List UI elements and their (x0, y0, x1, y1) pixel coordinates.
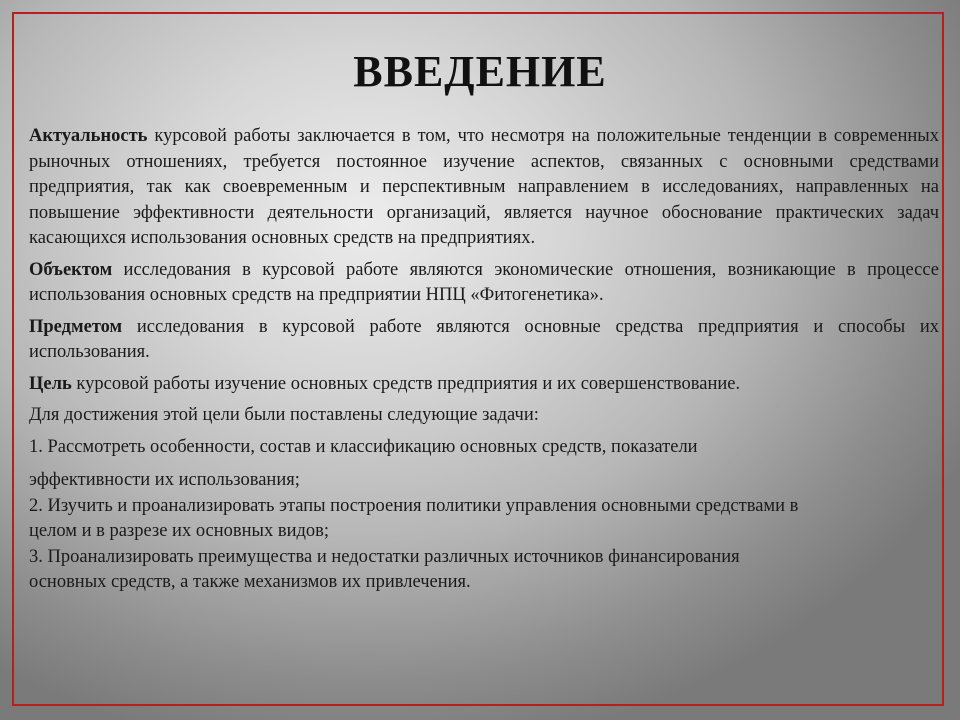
task-1-line-1: 1. Рассмотреть особенности, состав и классификацию основных средств, показатели (29, 436, 698, 457)
text-object: исследования в курсовой работе являются экономические отношения, возникающие в процессе использования основных средств на предприятии НПЦ «Фитогенетика». (29, 259, 939, 305)
term-subject: Предметом (29, 316, 123, 337)
slide-content (29, 124, 939, 596)
task-3-line-2: основных средств, а также механизмов их привлечения. (29, 572, 471, 592)
term-relevance: Актуальность (29, 126, 148, 146)
task-3-line-1: 3. Проанализировать преимущества и недостатки различных источников финансирования (29, 546, 740, 567)
task-2-line-2: целом и в разрезе их основных видов; (29, 521, 330, 541)
task-item-1 (29, 435, 939, 494)
paragraph-goal (29, 372, 939, 398)
task-2-line-1: 2. Изучить и проанализировать этапы построения политики управления основными средствами в (29, 495, 799, 516)
paragraph-relevance (29, 124, 939, 252)
term-object: Объектом (29, 259, 113, 280)
text-subject: исследования в курсовой работе являются основные средства предприятия и способы их использования. (29, 316, 939, 362)
text-relevance: курсовой работы заключается в том, что несмотря на положительные тенденции в современных рыночных отношениях, требуется постоянное изучение аспектов, связанных с основными средствами предприятия, так как своевременным и перспективным направлением в исследованиях, направленных на повышение эффективности деятельности организаций, является научное обоснование практических задач касающихся использования основных средств на предприятиях. (29, 126, 939, 248)
task-1-line-2: эффективности их использования; (29, 470, 300, 490)
paragraph-tasks-intro: Для достижения этой цели были поставлены следующие задачи: (29, 405, 539, 425)
paragraph-object (29, 258, 939, 309)
paragraph-subject (29, 315, 939, 366)
tasks-list (29, 435, 939, 596)
slide-title: ВВЕДЕНИЕ (353, 47, 607, 96)
task-item-3 (29, 545, 939, 596)
text-goal: курсовой работы изучение основных средств предприятия и их совершенствование. (71, 373, 741, 394)
term-goal: Цель (29, 373, 72, 394)
task-item-2 (29, 494, 939, 545)
